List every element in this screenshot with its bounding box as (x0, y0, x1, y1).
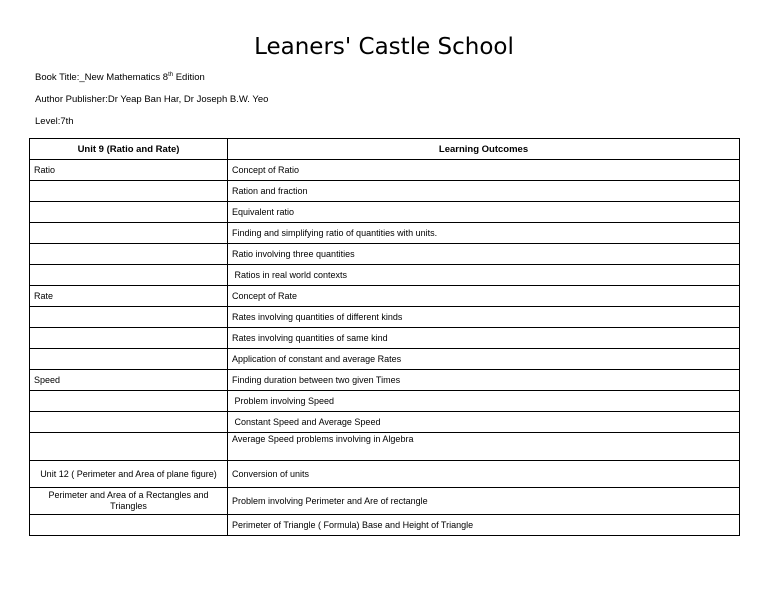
topic-cell (30, 265, 228, 286)
outcome-cell: Ratios in real world contexts (228, 265, 740, 286)
table-row (30, 349, 740, 370)
topic-cell: Perimeter and Area of a Rectangles and Triangles (30, 488, 228, 515)
topic-cell: Unit 12 ( Perimeter and Area of plane figure) (30, 461, 228, 488)
topic-cell (30, 349, 228, 370)
topic-cell (30, 307, 228, 328)
table-row (30, 265, 740, 286)
outcome-cell: Rates involving quantities of different kinds (228, 307, 740, 328)
outcome-cell: Concept of Ratio (228, 160, 740, 181)
outcome-cell: Concept of Rate (228, 286, 740, 307)
topic-cell (30, 515, 228, 536)
table-header-row (30, 139, 740, 160)
topic-cell (30, 328, 228, 349)
learning-outcomes-header: Learning Outcomes (228, 139, 740, 160)
page-title: Leaners' Castle School (254, 34, 514, 60)
outcome-cell: Ration and fraction (228, 181, 740, 202)
outcome-cell: Finding duration between two given Times (228, 370, 740, 391)
table-row (30, 433, 740, 461)
book-title-superscript: th (168, 71, 174, 78)
outcome-cell: Problem involving Perimeter and Are of rectangle (228, 488, 740, 515)
outcome-cell: Conversion of units (228, 461, 740, 488)
outcome-cell: Perimeter of Triangle ( Formula) Base and Height of Triangle (228, 515, 740, 536)
topic-cell: Ratio (30, 160, 228, 181)
table-row (30, 488, 740, 515)
topic-cell: Speed (30, 370, 228, 391)
topic-cell (30, 202, 228, 223)
level-line: Level:7th (35, 116, 74, 127)
table-row (30, 328, 740, 349)
outcome-cell: Application of constant and average Rates (228, 349, 740, 370)
table-row (30, 515, 740, 536)
outcome-cell: Problem involving Speed (228, 391, 740, 412)
outcome-cell: Ratio involving three quantities (228, 244, 740, 265)
topic-cell: Rate (30, 286, 228, 307)
table-row (30, 223, 740, 244)
table-row (30, 370, 740, 391)
table-row (30, 160, 740, 181)
book-title-text: Book Title:_New Mathematics 8 (35, 72, 169, 83)
table-row (30, 202, 740, 223)
topic-cell (30, 181, 228, 202)
table-row (30, 307, 740, 328)
table-row (30, 391, 740, 412)
topic-cell (30, 412, 228, 433)
outcome-cell: Equivalent ratio (228, 202, 740, 223)
table-row (30, 412, 740, 433)
topic-cell (30, 433, 228, 461)
book-title-line (35, 72, 205, 84)
topic-cell (30, 223, 228, 244)
outcome-cell: Constant Speed and Average Speed (228, 412, 740, 433)
topic-cell (30, 244, 228, 265)
learning-outcomes-table (29, 138, 740, 536)
outcome-cell: Finding and simplifying ratio of quantities with units. (228, 223, 740, 244)
table-row (30, 181, 740, 202)
table-row (30, 244, 740, 265)
topic-cell (30, 391, 228, 412)
author-line: Author Publisher:Dr Yeap Ban Har, Dr Joseph B.W. Yeo (35, 94, 269, 105)
table-row (30, 461, 740, 488)
table-row (30, 286, 740, 307)
outcome-cell: Rates involving quantities of same kind (228, 328, 740, 349)
book-title-suffix: Edition (173, 72, 205, 83)
unit-header: Unit 9 (Ratio and Rate) (30, 139, 228, 160)
outcome-cell: Average Speed problems involving in Algebra (228, 433, 740, 461)
